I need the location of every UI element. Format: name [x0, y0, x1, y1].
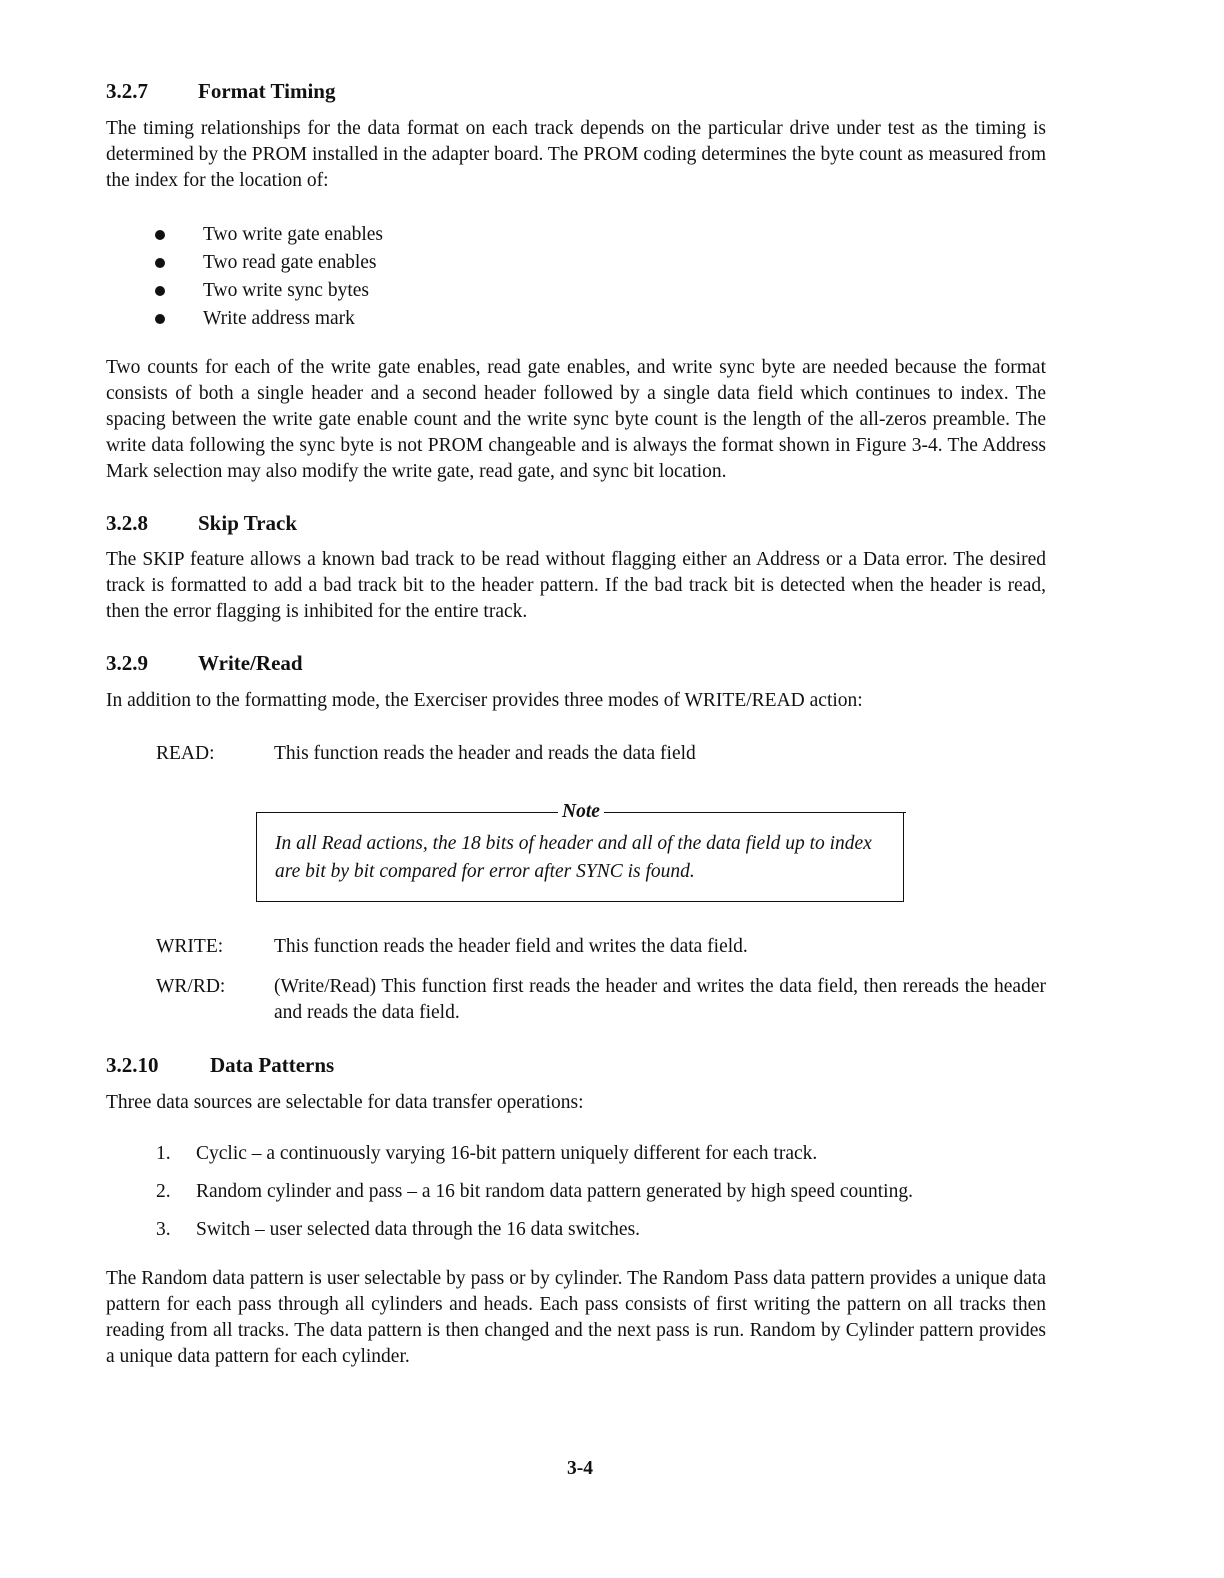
list-item: Write address mark — [150, 305, 383, 333]
skip-track-paragraph: The SKIP feature allows a known bad track to be read without flagging either an Address or a Data error. The desired track is formatted to add a bad track bit to the header pattern. If the bad track bit is detected when the header is read, then the error flagging is inhibited for the entire track. — [106, 549, 1046, 622]
section-title: Data Patterns — [210, 1053, 335, 1077]
data-patterns-paragraph: The Random data pattern is user selectable by pass or by cylinder. The Random Pass data pattern provides a unique data pattern for each pass through all cylinders and heads. Each pass consists of first writing the pattern on all tracks then reading from all tracks. The data pattern is then changed and the next pass is run. Random by Cylinder pattern provides a unique data pattern for each cylinder. — [106, 1268, 1046, 1367]
list-item: Two write sync bytes — [150, 277, 383, 305]
item-number: 3. — [156, 1219, 171, 1240]
bullet-icon — [155, 230, 165, 240]
bullet-icon — [155, 286, 165, 296]
list-item: Two write gate enables — [150, 221, 383, 249]
bullet-icon — [155, 258, 165, 268]
section-heading-3-2-8 — [106, 511, 297, 535]
mode-term: READ: — [156, 743, 215, 764]
format-timing-bullet-list — [150, 221, 383, 333]
section-title: Write/Read — [198, 651, 303, 675]
list-item — [156, 1216, 913, 1254]
mode-description: This function reads the header and reads the data field — [274, 743, 696, 764]
item-text: Random cylinder and pass – a 16 bit random data pattern generated by high speed counting. — [196, 1181, 913, 1202]
mode-description: This function reads the header field and writes the data field. — [274, 936, 748, 957]
mode-read — [156, 741, 1046, 767]
mode-term: WR/RD: — [156, 976, 226, 997]
mode-description: (Write/Read) This function first reads the header and writes the data field, then rereads the header and reads the data field. — [274, 976, 1046, 1023]
mode-write — [156, 934, 1046, 960]
list-item: Two read gate enables — [150, 249, 383, 277]
mode-term: WRITE: — [156, 936, 224, 957]
section-number: 3.2.8 — [106, 511, 148, 535]
list-item — [156, 1178, 913, 1216]
mode-wr-rd — [156, 974, 1046, 1026]
note-box — [256, 812, 904, 902]
section-heading-3-2-7 — [106, 79, 335, 103]
list-item — [156, 1140, 913, 1178]
format-timing-paragraph: Two counts for each of the write gate enables, read gate enables, and write sync byte are needed because the format consists of both a single header and a second header followed by a single data field which continues to index. The spacing between the write gate enable count and the write sync byte count is the length of the all-zeros preamble. The write data following the sync byte is not PROM changeable and is always the format shown in Figure 3-4. The Address Mark selection may also modify the write gate, read gate, and sync bit location. — [106, 357, 1046, 482]
data-patterns-intro: Three data sources are selectable for data transfer operations: — [106, 1092, 584, 1113]
item-text: Cyclic – a continuously varying 16-bit pattern uniquely different for each track. — [196, 1143, 818, 1164]
section-number: 3.2.10 — [106, 1053, 159, 1077]
section-heading-3-2-10 — [106, 1053, 334, 1077]
data-source-list — [156, 1140, 913, 1254]
item-text: Switch – user selected data through the 16 data switches. — [196, 1219, 641, 1240]
write-read-intro: In addition to the formatting mode, the Exerciser provides three modes of WRITE/READ action: — [106, 690, 863, 711]
section-title: Skip Track — [198, 511, 298, 535]
note-label: Note — [562, 801, 600, 822]
section-heading-3-2-9 — [106, 651, 303, 675]
section-number: 3.2.9 — [106, 651, 148, 675]
page-number: 3-4 — [567, 1458, 593, 1479]
item-number: 1. — [156, 1143, 171, 1164]
item-number: 2. — [156, 1181, 171, 1202]
bullet-icon — [155, 314, 165, 324]
format-timing-intro: The timing relationships for the data format on each track depends on the particular drive under test as the timing is determined by the PROM installed in the adapter board. The PROM coding determines the byte count as measured from the index for the location of: — [106, 118, 1046, 191]
section-title: Format Timing — [198, 79, 336, 103]
section-number: 3.2.7 — [106, 79, 148, 103]
note-text: In all Read actions, the 18 bits of header and all of the data field up to index are bit by bit compared for error after SYNC is found. — [275, 833, 872, 882]
